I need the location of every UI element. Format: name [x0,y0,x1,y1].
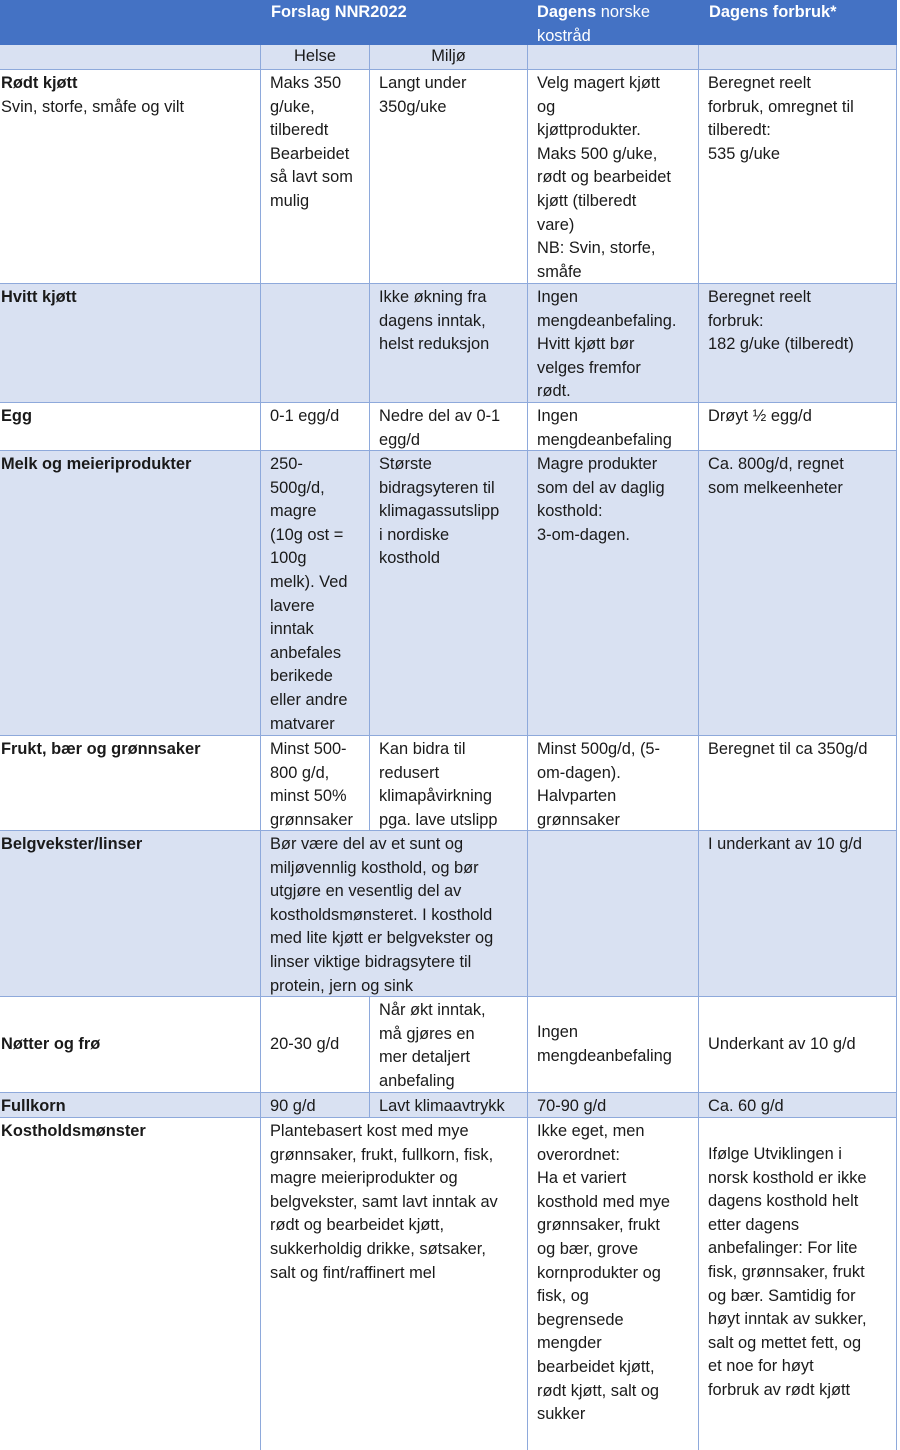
cell-kostrad [527,997,698,1092]
table-row-notter [0,997,897,1093]
cell-miljo: Når økt inntak, må gjøres en mer detaljert anbefaling [369,997,527,1092]
subheader-empty [0,45,260,69]
header-kostrad [527,0,698,45]
row-label [0,1118,260,1450]
subheader-empty-kostrad [527,45,698,69]
row-label [0,1093,260,1117]
row-title: Frukt, bær og grønnsaker [1,740,201,758]
cell-forbruk: Beregnet reelt forbruk: 182 g/uke (tilberedt) [698,284,897,402]
row-label [0,451,260,735]
cell-kostrad [527,831,698,996]
cell-miljo: Nedre del av 0-1 egg/d [369,403,527,450]
row-label [0,403,260,450]
table-header [0,0,897,45]
cell-helse [260,284,369,402]
row-title: Fullkorn [1,1097,66,1115]
row-label [0,831,260,996]
cell-forbruk [698,1118,897,1450]
cell-kostrad: Ingen mengdeanbefaling. Hvitt kjøtt bør velges fremfor rødt. [527,284,698,402]
cell-miljo: Lavt klimaavtrykk [369,1093,527,1117]
header-kostrad-rest: norske kostråd [537,3,650,45]
subheader-miljo: Miljø [369,45,527,69]
row-title: Belgvekster/linser [1,835,143,853]
header-forbruk: Dagens forbruk* [709,3,837,21]
cell-kostrad: Minst 500g/d, (5- om-dagen). Halvparten grønnsaker [527,736,698,830]
row-title: Hvitt kjøtt [1,288,77,306]
table-row-fullkorn [0,1093,897,1118]
row-label [0,736,260,830]
row-label [0,997,260,1092]
cell-miljo: Kan bidra til redusert klimapåvirkning pga. lave utslipp [369,736,527,830]
subheader-empty-forbruk [698,45,897,69]
header-empty-cell [0,0,260,45]
row-label [0,284,260,402]
table-row-hvitt-kjott [0,284,897,403]
table-row-rodt-kjott [0,70,897,284]
header-nnr2022: Forslag NNR2022 [271,3,407,21]
table-row-kostholdsmonster [0,1118,897,1450]
cell-kostrad: Magre produkter som del av daglig kosthold: 3-om-dagen. [527,451,698,735]
cell-forbruk: Beregnet til ca 350g/d [698,736,897,830]
table-row-frukt [0,736,897,831]
table-row-melk [0,451,897,736]
row-title: Egg [1,407,32,425]
cell-miljo: Største bidragsyteren til klimagassutslipp i nordiske kosthold [369,451,527,735]
cell-forbruk: Beregnet reelt forbruk, omregnet til tilberedt: 535 g/uke [698,70,897,283]
table-row-egg [0,403,897,451]
row-title: Rødt kjøtt [1,74,78,92]
subheader-helse: Helse [260,45,369,69]
cell-miljo: Langt under 350g/uke [369,70,527,283]
row-title: Nøtter og frø [1,1034,101,1053]
cell-forbruk: Drøyt ½ egg/d [698,403,897,450]
cell-helse: Maks 350 g/uke, tilberedt Bearbeidet så lavt som mulig [260,70,369,283]
row-title: Melk og meieriprodukter [1,455,192,473]
table-subheader [0,45,897,70]
cell-kostrad: Velg magert kjøtt og kjøttprodukter. Maks 500 g/uke, rødt og bearbeidet kjøtt (tilberedt vare) NB: Svin, storfe, småfe [527,70,698,283]
row-description: Svin, storfe, småfe og vilt [1,97,185,116]
cell-kostrad-text: Ingen mengdeanbefaling [537,1022,672,1065]
table-row-belgvekster [0,831,897,997]
row-title: Kostholdsmønster [1,1122,146,1140]
cell-kostrad: Ikke eget, men overordnet: Ha et variert kosthold med mye grønnsaker, frukt og bær, grove kornprodukter og fisk, og begrensede mengder bearbeidet kjøtt, rødt kjøtt, salt og sukker [527,1118,698,1450]
cell-forbruk-text: Underkant av 10 g/d [708,1034,856,1053]
cell-kostrad: Ingen mengdeanbefaling [527,403,698,450]
cell-merged-helse-miljo: Plantebasert kost med mye grønnsaker, frukt, fullkorn, fisk, magre meieriprodukter og belgvekster, samt lavt inntak av rødt og bearbeidet kjøtt, sukkerholdig drikke, søtsaker, salt og fint/raffinert mel [260,1118,527,1450]
cell-helse: 90 g/d [260,1093,369,1117]
cell-miljo: Ikke økning fra dagens inntak, helst reduksjon [369,284,527,402]
cell-forbruk-text: Ifølge Utviklingen i norsk kosthold er ikke dagens kosthold helt etter dagens anbefalinger: For lite fisk, grønnsaker, frukt og bær. Samtidig for høyt inntak av sukker, salt og mettet fett, og et noe for høyt forbruk av rødt kjøtt [708,1145,867,1399]
cell-forbruk: Ca. 60 g/d [698,1093,897,1117]
cell-merged-helse-miljo: Bør være del av et sunt og miljøvennlig kosthold, og bør utgjøre en vesentlig del av kostholdsmønsteret. I kosthold med lite kjøtt er belgvekster og linser viktige bidragsytere til protein, jern og sink [260,831,527,996]
cell-kostrad: 70-90 g/d [527,1093,698,1117]
cell-forbruk [698,997,897,1092]
cell-forbruk: I underkant av 10 g/d [698,831,897,996]
cell-helse-text: 20-30 g/d [270,1034,340,1053]
cell-helse: Minst 500- 800 g/d, minst 50% grønnsaker [260,736,369,830]
cell-helse: 0-1 egg/d [260,403,369,450]
cell-helse [260,997,369,1092]
row-label [0,70,260,283]
cell-forbruk: Ca. 800g/d, regnet som melkeenheter [698,451,897,735]
header-kostrad-bold: Dagens [537,3,597,21]
cell-helse: 250- 500g/d, magre (10g ost = 100g melk). Ved lavere inntak anbefales berikede eller andre matvarer [260,451,369,735]
